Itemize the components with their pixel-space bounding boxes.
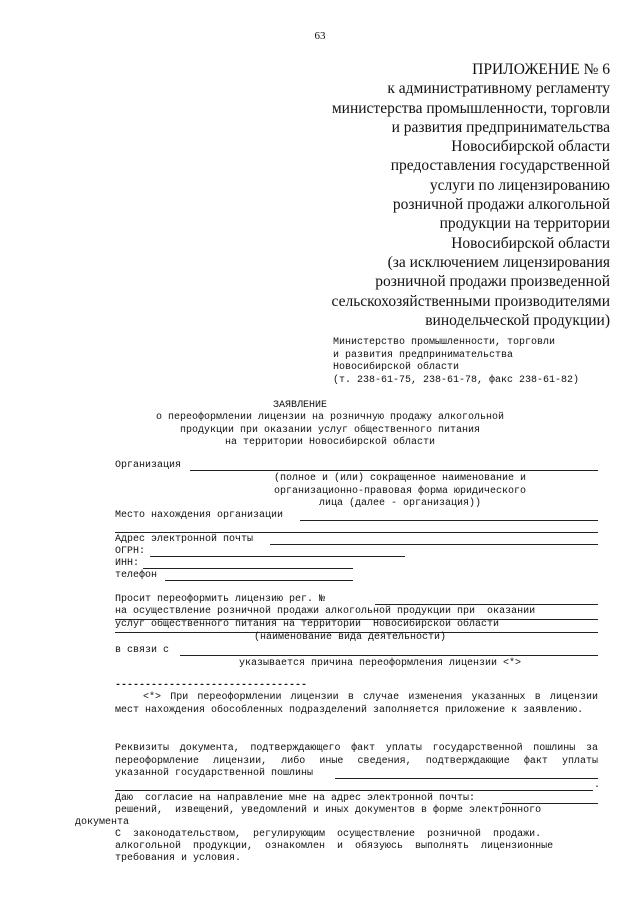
appendix-line: Новосибирской области	[451, 234, 610, 252]
appendix-line: винодельческой продукции)	[425, 311, 610, 329]
request-label: Просит переоформить лицензию рег. №	[115, 594, 326, 605]
consent-line: Даю согласие на направление мне на адрес электронной почты:	[115, 793, 476, 804]
appendix-line: к административному регламенту	[387, 80, 610, 98]
appendix-line: розничной продажи алкогольной	[392, 196, 610, 214]
reason-hint: указывается причина переоформления лицензии <*>	[238, 658, 522, 669]
appendix-line: сельскохозяйственными производителями	[331, 292, 610, 310]
appendix-line: (за исключением лицензирования	[387, 253, 610, 271]
email-field[interactable]	[270, 534, 598, 545]
statement-title	[100, 400, 500, 413]
footnote: <*> При переоформлении лицензии в случае изменения указанных в лицензии мест нахождения обособленных подразделений заполняется приложение к заявлению.	[115, 692, 598, 716]
location-field[interactable]	[300, 510, 598, 521]
hint-line: (полное и (или) сокращенное наименование и	[273, 473, 527, 484]
phone-field[interactable]	[165, 570, 353, 581]
appendix-header	[280, 60, 610, 330]
appendix-line: услуги по лицензированию	[429, 176, 610, 194]
consent-line: решений, извещений, уведомлений и иных документов в форме электронного	[115, 805, 542, 816]
appendix-line: ПРИЛОЖЕНИЕ № 6	[472, 61, 610, 78]
location-label: Место нахождения организации	[115, 510, 284, 521]
subtitle-line: на территории Новосибирской области	[224, 437, 436, 449]
consent-line: документа	[75, 817, 130, 828]
appendix-line: министерства промышленности, торговли	[331, 99, 610, 117]
ogrn-field[interactable]	[150, 546, 405, 557]
statement-subtitle	[80, 412, 580, 450]
org-label: Организация	[115, 460, 182, 471]
appendix-line: Новосибирской области	[451, 138, 610, 156]
appendix-line: предоставления государственной	[390, 157, 610, 175]
addressee-contacts: (т. 238-61-75, 238-61-78, факс 238-61-82)	[333, 374, 580, 386]
addressee-line: и развития предпринимательства	[333, 349, 514, 361]
reason-field[interactable]	[180, 645, 598, 656]
email-label: Адрес электронной почты	[115, 534, 254, 545]
consent-email-field[interactable]	[502, 793, 598, 804]
acknowledge-line: С законодательством, регулирующим осуществление розничной продажи.	[115, 829, 542, 840]
addressee-line: Министерство промышленности, торговли	[333, 337, 556, 348]
subtitle-line: продукции при оказании услуг общественного питания	[179, 424, 481, 436]
hint-line: лица (далее - организация))	[318, 498, 482, 510]
activity-line: услуг общественного питания на территории Новосибирской области	[115, 619, 598, 633]
acknowledge-line: требования и условия.	[115, 853, 242, 864]
appendix-line: розничной продажи произведенной	[375, 273, 610, 291]
hint-line: организационно-правовая форма юридического	[273, 485, 527, 497]
appendix-line: продукции на территории	[439, 215, 610, 233]
org-field[interactable]	[190, 460, 598, 471]
license-number-field[interactable]	[375, 594, 598, 605]
payment-field[interactable]	[335, 768, 598, 779]
location-field-extra[interactable]	[115, 522, 598, 533]
appendix-line: и развития предпринимательства	[391, 118, 610, 136]
activity-line: на осуществление розничной продажи алкогольной продукции при оказании	[115, 606, 598, 620]
page-number: 63	[314, 30, 326, 42]
inn-label: ИНН:	[115, 558, 140, 569]
acknowledge-line: алкогольной продукции, ознакомлен и обязуюсь выполнять лицензионные	[115, 841, 554, 852]
addressee-line: Новосибирской области	[333, 362, 460, 374]
addressee-block	[333, 337, 579, 387]
activity-hint: (наименование вида деятельности)	[253, 632, 447, 643]
payment-text: Реквизиты документа, подтверждающего факт уплаты государственной пошлины за переоформление лицензии, либо иные сведения, подтверждающие факт уплаты указанной государственной пошлины	[115, 743, 598, 780]
phone-label: телефон	[115, 570, 158, 581]
ogrn-label: ОГРН:	[115, 546, 146, 557]
subtitle-line: о переоформлении лицензии на розничную продажу алкогольной	[155, 412, 505, 423]
payment-field-extra[interactable]	[115, 780, 593, 791]
payment-end-mark: .	[594, 780, 601, 791]
footnote-separator: --------------------------------	[115, 680, 308, 691]
statement-heading: ЗАЯВЛЕНИЕ	[272, 400, 327, 411]
org-hint	[240, 473, 560, 511]
inn-field[interactable]	[143, 558, 353, 569]
reason-label: в связи с	[115, 645, 170, 656]
